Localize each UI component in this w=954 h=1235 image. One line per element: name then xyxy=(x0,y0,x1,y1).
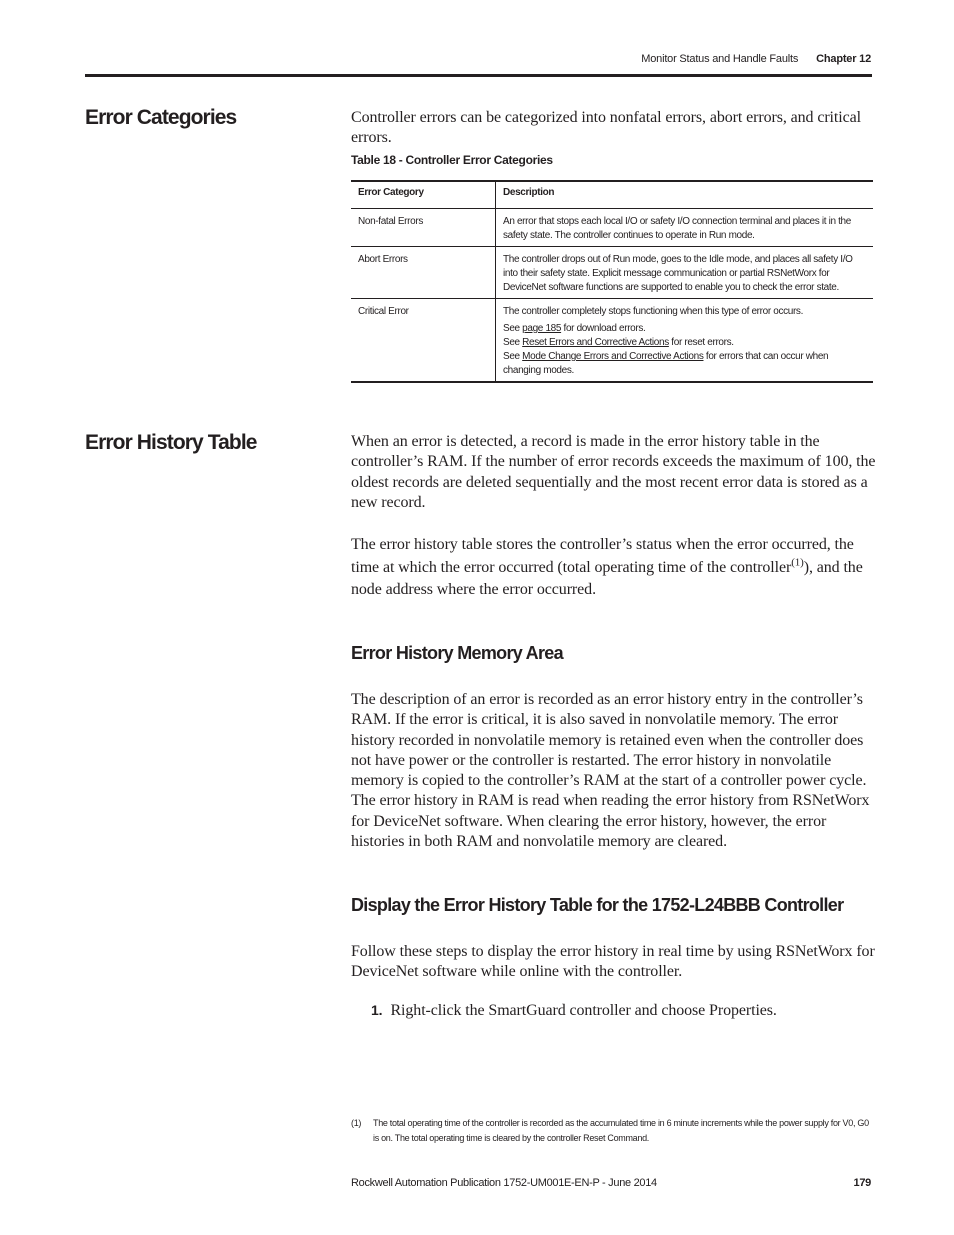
heading-error-history-memory-area: Error History Memory Area xyxy=(351,643,563,663)
paragraph-text: The error history table stores the controller’s status when the error occurred, the time at which the error occurred (total operating time of the controller xyxy=(351,536,854,576)
ref-suffix: for errors that can occur when changing modes. xyxy=(503,351,829,376)
ref-prefix: See xyxy=(503,323,523,334)
critical-error-description: The controller completely stops functioning when this type of error occurs. xyxy=(503,306,804,317)
reference-line xyxy=(503,350,866,378)
ref-suffix: for reset errors. xyxy=(668,337,734,348)
table-caption: Table 18 - Controller Error Categories xyxy=(351,153,553,167)
header-chapter: Chapter 12 xyxy=(816,53,871,65)
link-reset-errors[interactable]: Reset Errors and Corrective Actions xyxy=(522,337,669,348)
error-history-paragraph-1: When an error is detected, a record is made in the error history table in the controller’s RAM. If the number of error records exceeds the maximum of 100, the oldest records are deleted sequentially and the most recent error data is stored as a new record. xyxy=(351,433,876,511)
row-category: Critical Error xyxy=(351,299,496,383)
display-paragraph: Follow these steps to display the error history in real time by using RSNetWorx for DeviceNet software while online with the controller. xyxy=(351,943,875,981)
link-page-185[interactable]: page 185 xyxy=(522,323,562,334)
step-number: 1. xyxy=(371,1002,383,1018)
reference-line xyxy=(503,336,866,350)
row-description xyxy=(496,299,874,383)
row-description: An error that stops each local I/O or safety I/O connection terminal and places it in the safety state. The controller continues to operate in Run mode. xyxy=(503,216,851,241)
memory-area-paragraph: The description of an error is recorded as an error history entry in the controller’s RAM. If the error is critical, it is also saved in nonvolatile memory. The error history recorded in nonvolatile memory is retained even when the controller does not have power or the controller is restarted. The error history in nonvolatile memory is copied to the controller’s RAM at the start of a controller power cycle. The error history in RAM is read when reading the error history from RSNetWorx for DeviceNet software. When clearing the error history, however, the error histories in both RAM and nonvolatile memory are cleared. xyxy=(351,691,870,851)
table-row xyxy=(351,247,873,299)
column-header-description: Description xyxy=(503,187,555,198)
table-row xyxy=(351,209,873,247)
page-footer xyxy=(351,1177,871,1189)
table-row xyxy=(351,299,873,383)
row-category: Abort Errors xyxy=(351,247,496,299)
table-header-row xyxy=(351,181,873,209)
running-header xyxy=(641,53,871,65)
header-section-title: Monitor Status and Handle Faults xyxy=(641,53,799,65)
ref-suffix: for download errors. xyxy=(561,323,646,334)
row-description: The controller drops out of Run mode, goes to the Idle mode, and places all safety I/O into their safety state. Explicit message communication or partial RSNetWorx for DeviceNet software functions are supported to enable you to check the error state. xyxy=(503,254,853,293)
footnote-reference[interactable]: (1) xyxy=(791,556,804,569)
heading-error-categories: Error Categories xyxy=(85,106,237,129)
page-number: 179 xyxy=(853,1177,871,1189)
heading-display-error-history: Display the Error History Table for the 1752-L24BBB Controller xyxy=(351,895,844,915)
reference-line xyxy=(503,322,866,336)
publication-info: Rockwell Automation Publication 1752-UM001E-EN-P - June 2014 xyxy=(351,1177,657,1189)
ref-prefix: See xyxy=(503,337,523,348)
header-rule xyxy=(85,74,872,77)
error-categories-table xyxy=(351,180,873,383)
error-categories-intro: Controller errors can be categorized into nonfatal errors, abort errors, and critical errors. xyxy=(351,109,861,147)
column-header-category: Error Category xyxy=(351,181,496,209)
heading-error-history-table: Error History Table xyxy=(85,431,257,454)
error-history-paragraph-2 xyxy=(351,534,876,602)
step-text: Right-click the SmartGuard controller and choose Properties. xyxy=(390,1002,777,1019)
link-mode-change-errors[interactable]: Mode Change Errors and Corrective Actions xyxy=(522,351,704,362)
row-category: Non-fatal Errors xyxy=(351,209,496,247)
footnote-mark: (1) xyxy=(351,1118,362,1128)
paragraph-text: ), and the node address where the error occurred. xyxy=(351,558,863,598)
ref-prefix: See xyxy=(503,351,523,362)
list-item xyxy=(371,1002,777,1020)
footnote-text: The total operating time of the controller is recorded as the accumulated time in 6 minute increments while the power supply for V0, G0 is on. The total operating time is cleared by the controller Reset Command. xyxy=(373,1118,869,1143)
footnote xyxy=(351,1116,873,1146)
